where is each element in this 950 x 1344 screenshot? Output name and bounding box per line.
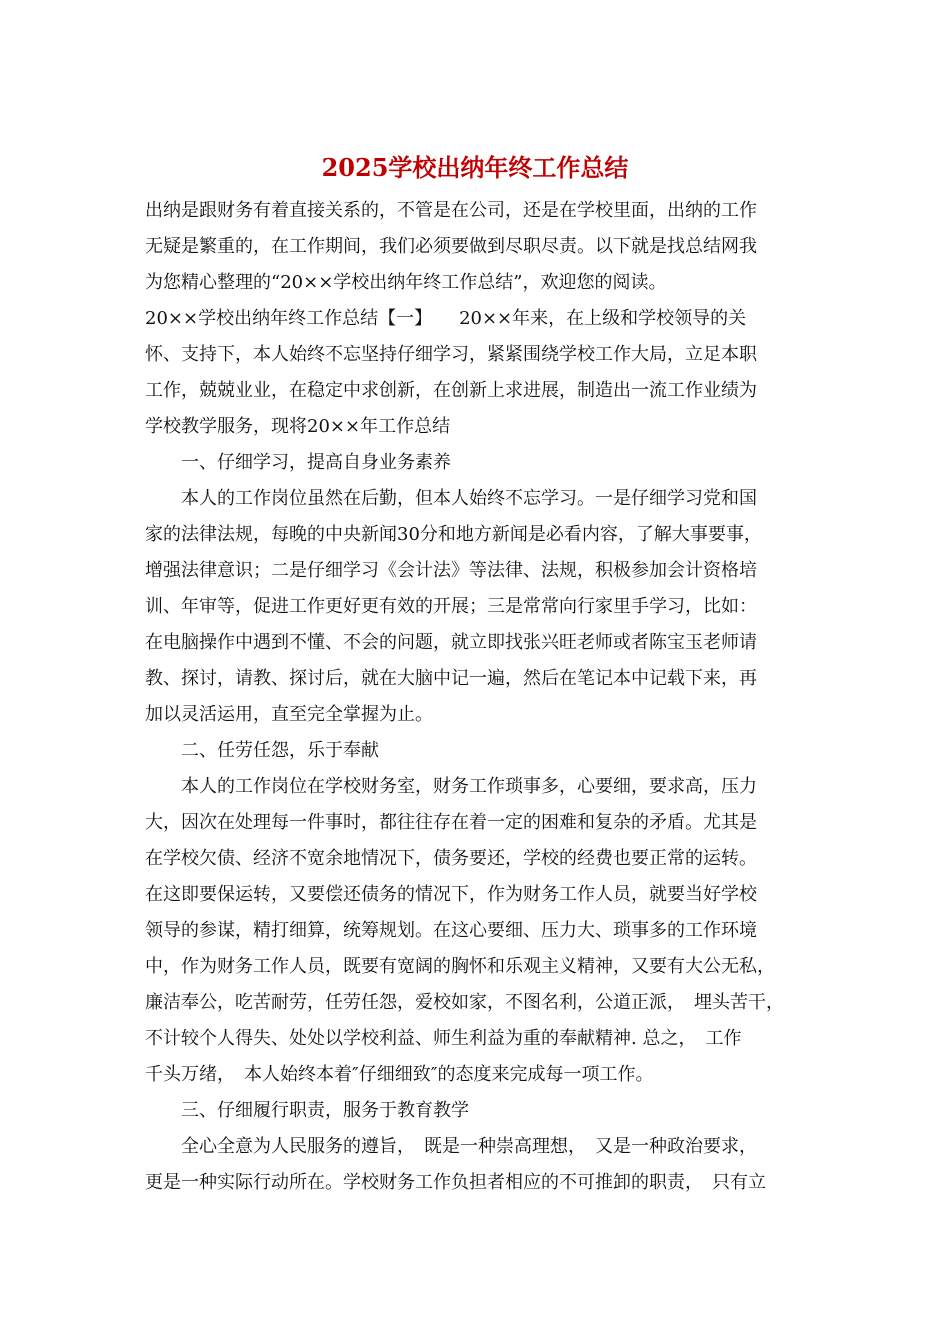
- document-title: 2025学校出纳年终工作总结: [321, 153, 629, 182]
- paragraph-line: 中，作为财务工作人员，既要有宽阔的胸怀和乐观主义精神，又要有大公无私，: [145, 956, 775, 977]
- paragraph-line: 训、年审等，促进工作更好更有效的开展；三是常常向行家里手学习，比如：: [145, 596, 757, 617]
- paragraph-line: 为您精心整理的“20××学校出纳年终工作总结”，欢迎您的阅读。: [145, 272, 667, 293]
- paragraph-line: 领导的参谋，精打细算，统筹规划。在这心要细、压力大、琐事多的工作环境: [145, 920, 757, 941]
- paragraph-line: 教、探讨，请教、探讨后，就在大脑中记一遍，然后在笔记本中记载下来，再: [145, 668, 757, 689]
- paragraph-line: 在电脑操作中遇到不懂、不会的问题，就立即找张兴旺老师或者陈宝玉老师请: [145, 632, 757, 653]
- section-heading: 二、任劳任怨，乐于奉献: [181, 740, 379, 761]
- paragraph-line: 20××学校出纳年终工作总结【一】 20××年来，在上级和学校领导的关: [145, 308, 747, 329]
- section-heading: 三、仔细履行职责，服务于教育教学: [181, 1100, 469, 1121]
- paragraph-line: 廉洁奉公，吃苦耐劳，任劳任怨，爱校如家，不图名利，公道正派， 埋头苦干，: [145, 992, 784, 1013]
- paragraph-line: 千头万绪， 本人始终本着″仔细细致″的态度来完成每一项工作。: [145, 1064, 654, 1085]
- document-body: [145, 193, 825, 1201]
- paragraph-line: 加以灵活运用，直至完全掌握为止。: [145, 704, 433, 725]
- paragraph-line: 出纳是跟财务有着直接关系的，不管是在公司，还是在学校里面，出纳的工作: [145, 200, 757, 221]
- section-heading: 一、仔细学习，提高自身业务素养: [181, 452, 451, 473]
- paragraph-line: 学校教学服务，现将20××年工作总结: [145, 416, 451, 437]
- paragraph-line: 增强法律意识；二是仔细学习《会计法》等法律、法规，积极参加会计资格培: [145, 560, 757, 581]
- paragraph-line: 无疑是繁重的，在工作期间，我们必须要做到尽职尽责。以下就是找总结网我: [145, 236, 757, 257]
- paragraph-line: 在学校欠债、经济不宽余地情况下，债务要还，学校的经费也要正常的运转。: [145, 848, 757, 869]
- paragraph-line: 在这即要保运转，又要偿还债务的情况下，作为财务工作人员，就要当好学校: [145, 884, 757, 905]
- paragraph-line: 本人的工作岗位在学校财务室，财务工作琐事多，心要细，要求高，压力: [181, 776, 757, 797]
- paragraph-line: 工作，兢兢业业，在稳定中求创新，在创新上求进展，制造出一流工作业绩为: [145, 380, 757, 401]
- paragraph-line: 不计较个人得失、处处以学校利益、师生利益为重的奉献精神. 总之， 工作: [145, 1028, 742, 1049]
- paragraph-line: 大，因次在处理每一件事时，都往往存在着一定的困难和复杂的矛盾。尤其是: [145, 812, 757, 833]
- paragraph-line: 家的法律法规，每晚的中央新闻30分和地方新闻是必看内容，了解大事要事，: [145, 524, 762, 545]
- paragraph-line: 怀、支持下，本人始终不忘坚持仔细学习，紧紧围绕学校工作大局，立足本职: [145, 344, 757, 365]
- paragraph-line: 全心全意为人民服务的遵旨， 既是一种崇高理想， 又是一种政治要求，: [181, 1136, 757, 1157]
- paragraph-line: 更是一种实际行动所在。学校财务工作负担者相应的不可推卸的职责， 只有立: [145, 1172, 766, 1193]
- paragraph-line: 本人的工作岗位虽然在后勤，但本人始终不忘学习。一是仔细学习党和国: [181, 488, 757, 509]
